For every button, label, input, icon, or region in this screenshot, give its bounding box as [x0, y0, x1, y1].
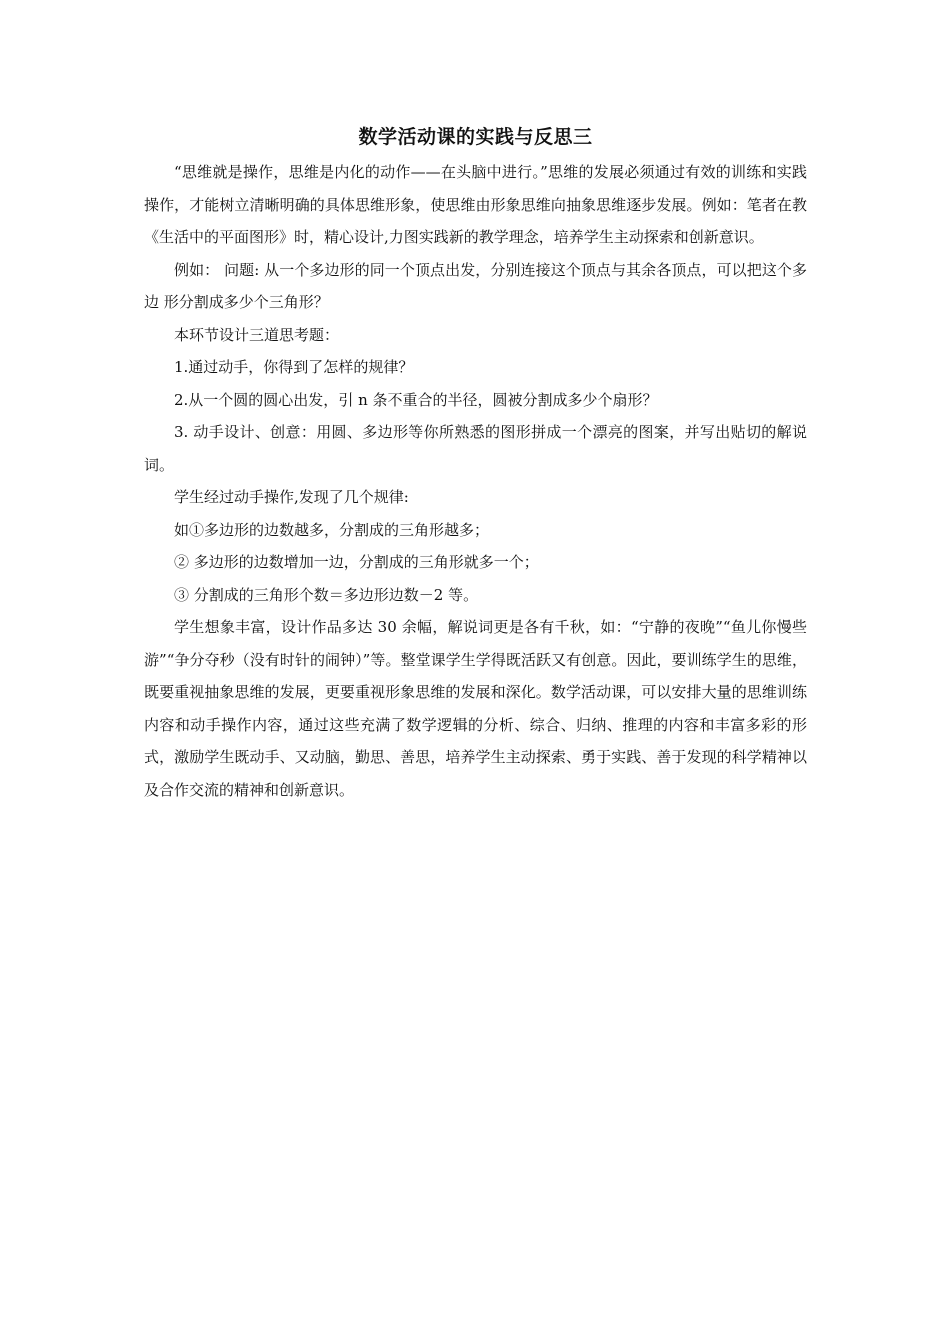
paragraph-findings-intro: 学生经过动手操作,发现了几个规律: — [174, 488, 409, 506]
paragraph-question-1: 1.通过动手，你得到了怎样的规律？ — [174, 358, 414, 376]
paragraph-rule-2: ② 多边形的边数增加一边，分割成的三角形就多一个； — [174, 553, 539, 571]
document-body — [144, 156, 807, 806]
paragraph-intro: “思维就是操作，思维是内化的动作——在头脑中进行。”思维的发展必须通过有效的训练和实践操作，才能树立清晰明确的具体思维形象，使思维由形象思维向抽象思维逐步发展。例如：笔者在教《生活中的平面图形》时，精心设计,力图实践新的教学理念，培养学生主动探索和创新意识。 — [144, 163, 807, 246]
paragraph-design-intro: 本环节设计三道思考题： — [174, 325, 340, 344]
paragraph-rule-1: 如①多边形的边数越多，分割成的三角形越多； — [174, 520, 490, 539]
document-title: 数学活动课的实践与反思三 — [358, 126, 593, 148]
paragraph-example-question: 例如： 问题: 从一个多边形的同一个顶点出发，分别连接这个顶点与其余各顶点，可以把这个多边 形分割成多少个三角形？ — [144, 260, 807, 311]
paragraph-conclusion: 学生想象丰富，设计作品多达 30 余幅，解说词更是各有千秋，如：“宁静的夜晚”“鱼儿你慢些游”“争分夺秒（没有时针的闹钟）”等。整堂课学生学得既活跃又有创意。因此，要训练学生的思维，既要重视抽象思维的发展，更要重视形象思维的发展和深化。数学活动课，可以安排大量的思维训练内容和动手操作内容，通过这些充满了数学逻辑的分析、综合、归纳、推理的内容和丰富多彩的形式，激励学生既动手、又动脑，勤思、善思，培养学生主动探索、勇于实践、善于发现的科学精神以及合作交流的精神和创新意识。 — [144, 618, 807, 799]
paragraph-question-2: 2.从一个圆的圆心出发，引 n 条不重合的半径，圆被分割成多少个扇形？ — [174, 390, 658, 409]
paragraph-rule-3: ③ 分割成的三角形个数＝多边形边数－2 等。 — [174, 585, 479, 604]
paragraph-question-3: 3. 动手设计、创意：用圆、多边形等你所熟悉的图形拼成一个漂亮的图案，并写出贴切的解说词。 — [144, 423, 807, 474]
